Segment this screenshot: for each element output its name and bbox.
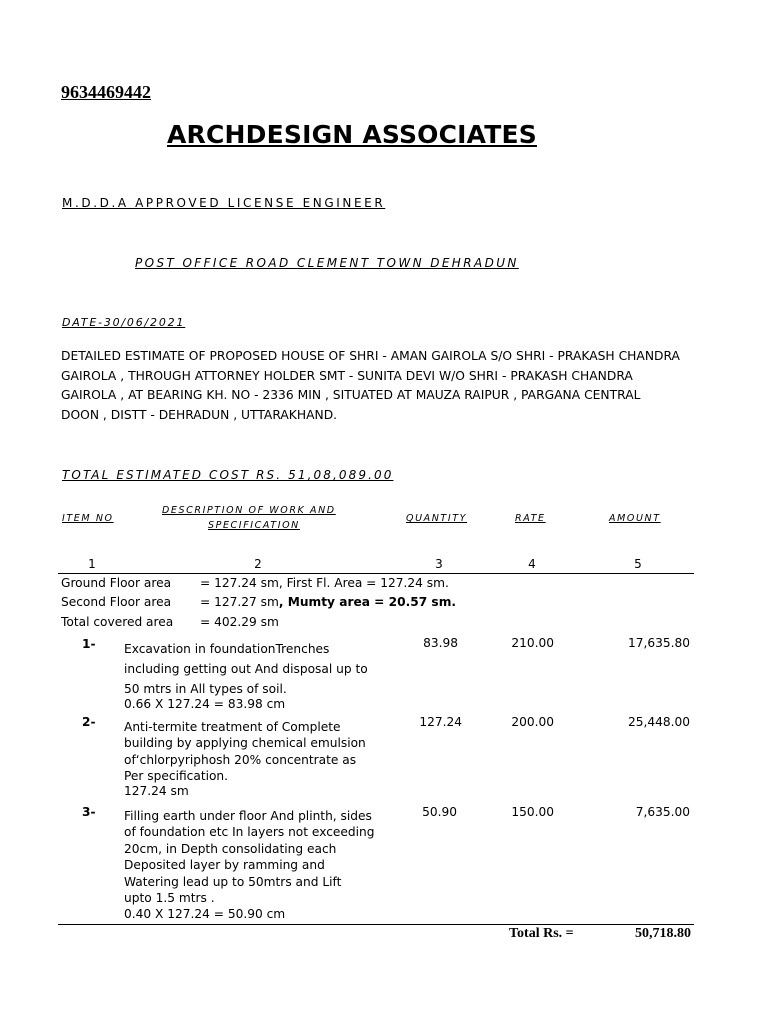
item-amount: 7,635.00 xyxy=(635,805,690,819)
item-calculation: 0.66 X 127.24 = 83.98 cm xyxy=(124,697,286,711)
item-amount: 17,635.80 xyxy=(627,636,690,650)
second-floor-label: Second Floor area xyxy=(61,595,172,609)
estimate-description: DETAILED ESTIMATE OF PROPOSED HOUSE OF SHRI - AMAN GAIROLA S/O SHRI - PRAKASH CHANDRA GAIROLA , THROUGH ATTORNEY HOLDER SMT - SUNITA DEVI W/O SHRI - PRAKASH CHANDRA GAIROLA , AT BEARING KH. NO - 2336 MIN , SITUATED AT MAUZA RAIPUR , PARGANA CENTRAL DOON , DISTT - DEHRADUN , UTTARAKHAND. xyxy=(61,349,680,423)
item-calculation: 127.24 sm xyxy=(124,784,189,798)
item-amount: 25,448.00 xyxy=(627,715,690,729)
description-line: 50 mtrs in All types of soil. xyxy=(124,682,287,696)
second-floor-row xyxy=(200,595,456,609)
description-line: building by applying chemical emulsion xyxy=(124,736,366,751)
header-quantity: QUANTITY xyxy=(406,513,468,524)
firm-name: ARCHDESIGN ASSOCIATES xyxy=(166,120,538,149)
header-rate: RATE xyxy=(515,513,546,524)
item-rate: 210.00 xyxy=(511,636,554,650)
header-description-line2: SPECIFICATION xyxy=(208,520,300,531)
header-item-no: ITEM NO xyxy=(62,513,114,524)
ground-floor-value: = 127.24 sm, First Fl. Area = 127.24 sm. xyxy=(200,576,449,590)
total-value: 50,718.80 xyxy=(635,926,691,941)
description-line: 20cm, in Depth consolidating each xyxy=(124,841,337,856)
item-quantity: 83.98 xyxy=(423,636,458,650)
col-number: 3 xyxy=(435,557,443,571)
total-label: Total Rs. = xyxy=(509,926,574,941)
license-line: M.D.D.A APPROVED LICENSE ENGINEER xyxy=(62,196,386,210)
mumty-area: , Mumty area = 20.57 sm. xyxy=(278,595,457,609)
item-rate: 200.00 xyxy=(511,715,554,729)
description-line: of foundation etc In layers not exceeding xyxy=(124,825,375,840)
description-line: including getting out And disposal up to xyxy=(124,662,368,676)
item-quantity: 127.24 xyxy=(419,715,462,729)
item-quantity: 50.90 xyxy=(422,805,457,819)
col-number: 5 xyxy=(634,557,642,571)
description-line: Per specification. xyxy=(124,769,229,784)
table-top-rule xyxy=(58,573,694,574)
header-description-line1: DESCRIPTION OF WORK AND xyxy=(162,505,336,516)
description-line: upto 1.5 mtrs . xyxy=(124,891,215,906)
table-bottom-rule xyxy=(58,924,694,925)
header-amount: AMOUNT xyxy=(609,513,661,524)
item-description xyxy=(124,719,399,785)
description-line: Deposited layer by ramming and xyxy=(124,858,325,873)
phone-number: 9634469442 xyxy=(61,82,151,102)
item-description xyxy=(124,808,399,906)
total-covered-label: Total covered area xyxy=(61,615,174,629)
item-calculation: 0.40 X 127.24 = 50.90 cm xyxy=(124,907,286,921)
second-floor-value: = 127.27 sm xyxy=(200,595,279,609)
description-line: of‘chlorpyriphosh 20% concentrate as xyxy=(124,752,357,767)
description-line: Excavation in foundationTrenches xyxy=(124,642,330,656)
item-description xyxy=(124,639,399,699)
description-line: Watering lead up to 50mtrs and Lift xyxy=(124,874,342,889)
description-line: Filling earth under floor And plinth, sides xyxy=(124,809,372,823)
col-number: 1 xyxy=(88,557,96,571)
date-line: DATE-30/06/2021 xyxy=(62,316,186,329)
col-number: 4 xyxy=(528,557,536,571)
item-rate: 150.00 xyxy=(511,805,554,819)
col-number: 2 xyxy=(254,557,262,571)
total-estimated-cost: TOTAL ESTIMATED COST RS. 51,08,089.00 xyxy=(62,468,394,482)
item-number: 1- xyxy=(82,637,96,651)
item-number: 2- xyxy=(82,715,96,729)
total-covered-value: = 402.29 sm xyxy=(200,615,279,629)
description-line: Anti-termite treatment of Complete xyxy=(124,720,341,734)
ground-floor-label: Ground Floor area xyxy=(61,576,172,590)
address-line: POST OFFICE ROAD CLEMENT TOWN DEHRADUN xyxy=(135,256,519,270)
item-number: 3- xyxy=(82,805,96,819)
